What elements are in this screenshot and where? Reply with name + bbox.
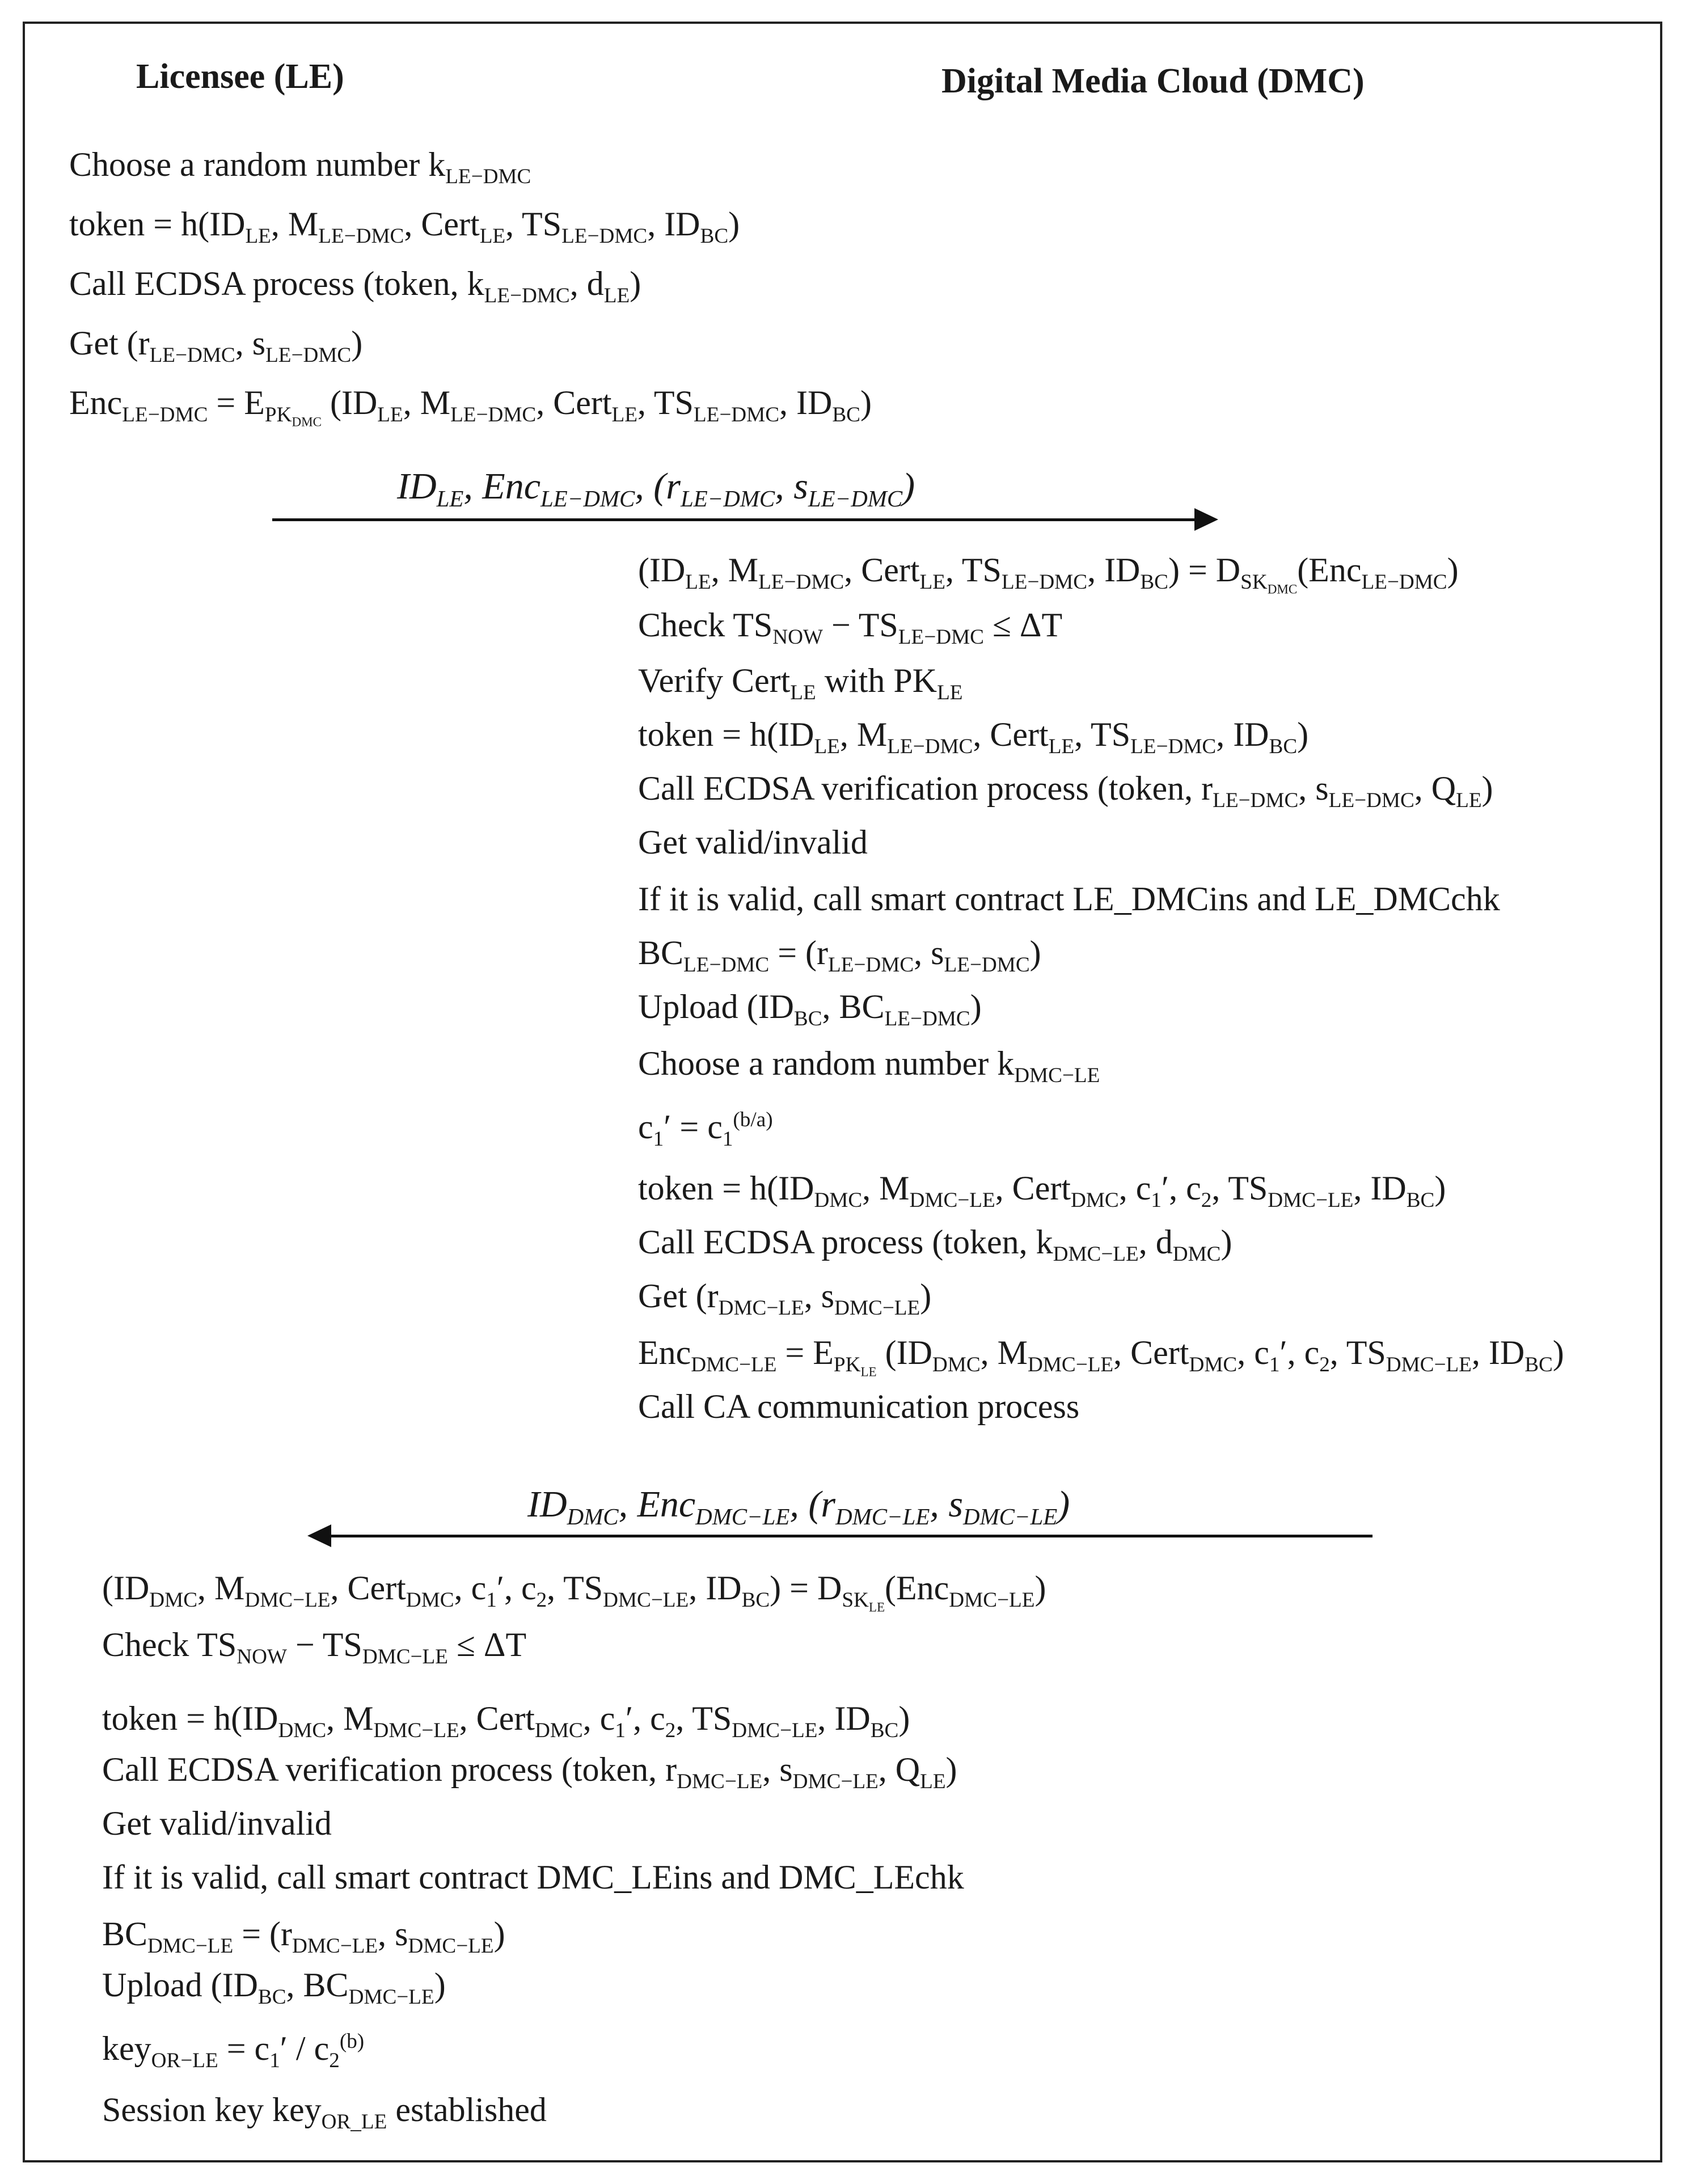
- dmc-steps-line: Upload ($ID_{BC}$, $BC_{LE-DMC}$): [638, 988, 982, 1030]
- le-steps-1-line: Choose a random number $k_{LE-DMC}$: [69, 146, 531, 188]
- dmc-steps-line: $c_1' = c_1^{(b/a)}$: [638, 1108, 773, 1151]
- le-steps-2-line: ($ID_{DMC}$, $M_{DMC-LE}$, Cert$_{DMC}$, $c_1'$, $c_2$, $TS_{DMC-LE}$, $ID_{BC}) = D_{SK_{LE}}(Enc_{DMC-LE})$: [102, 1569, 1046, 1615]
- dmc-steps-line: Verify Cert$_{LE}$ with $PK_{LE}$: [638, 662, 963, 704]
- party-dmc: Digital Media Cloud (DMC): [941, 62, 1365, 100]
- le-steps-2-line: $key_{OR-LE} = c_1' / c_2^{(b)}$: [102, 2030, 365, 2072]
- dmc-steps-line: Call ECDSA verification process (token, $r_{LE-DMC}$, $s_{LE-DMC}$, $Q_{LE}$): [638, 770, 1493, 812]
- le-steps-1-line: token = $h(ID_{LE}$, $M_{LE-DMC}$, Cert$_{LE}$, $TS_{LE-DMC}$, $ID_{BC}$): [69, 205, 740, 248]
- dmc-steps-line: Get ($r_{DMC-LE}$, $s_{DMC-LE}$): [638, 1277, 932, 1320]
- dmc-steps-line: Get valid/invalid: [638, 823, 868, 861]
- le-steps-2-line: Upload ($ID_{BC}$, $BC_{DMC-LE}$): [102, 1966, 446, 2009]
- dmc-steps-line: token = $h(ID_{DMC}$, $M_{DMC-LE}$, Cert$_{DMC}$, $c_1'$, $c_2$, $TS_{DMC-LE}$, $ID_{BC}$): [638, 1169, 1446, 1212]
- le-steps-2-line: Get valid/invalid: [102, 1805, 332, 1842]
- arrow-dmc-to-le: [329, 1535, 1373, 1537]
- dmc-steps-line: If it is valid, call smart contract LE_DMCins and LE_DMCchk: [638, 880, 1500, 918]
- dmc-steps-line: Call CA communication process: [638, 1388, 1080, 1425]
- dmc-steps-line: $Enc_{DMC-LE} = E_{PK_{LE}}$ ($ID_{DMC}$, $M_{DMC-LE}$, Cert$_{DMC}$, $c_1'$, $c_2$, $TS_{DMC-LE}$, $ID_{BC}$): [638, 1334, 1564, 1379]
- le-steps-2-line: Check $TS_{NOW} - TS_{DMC-LE} \le \Delta T$: [102, 1626, 527, 1668]
- message-dmc-to-le: $ID_{DMC}$, Enc$_{DMC-LE}$, ($r_{DMC-LE}$, $s_{DMC-LE}$): [527, 1484, 1070, 1530]
- le-steps-2-line: Session key key$_{OR\_LE}$ established: [102, 2091, 547, 2134]
- le-steps-2-line: token = $h(ID_{DMC}$, $M_{DMC-LE}$, Cert$_{DMC}$, $c_1'$, $c_2$, $TS_{DMC-LE}$, $ID_{BC}$): [102, 1700, 910, 1742]
- le-steps-2-line: $BC_{DMC-LE} = (r_{DMC-LE}$, $s_{DMC-LE}$): [102, 1915, 505, 1958]
- dmc-steps-line: token = $h(ID_{LE}$, $M_{LE-DMC}$, Cert$_{LE}$, $TS_{LE-DMC}$, $ID_{BC}$): [638, 716, 1309, 758]
- le-steps-1-line: $Enc_{LE-DMC} = E_{PK_{DMC}}$ ($ID_{LE}$, $M_{LE-DMC}$, Cert$_{LE}$, $TS_{LE-DMC}$, $ID_{BC}$): [69, 384, 872, 429]
- arrow-le-to-dmc: [272, 518, 1197, 521]
- dmc-steps-line: Choose a random number $k_{DMC-LE}$: [638, 1045, 1100, 1087]
- le-steps-1-line: Call ECDSA process (token, $k_{LE-DMC}$, $d_{LE}$): [69, 265, 641, 307]
- le-steps-1-line: Get ($r_{LE-DMC}$, $s_{LE-DMC}$): [69, 324, 363, 367]
- dmc-steps-line: ($ID_{LE}$, $M_{LE-DMC}$, Cert$_{LE}$, $TS_{LE-DMC}$, $ID_{BC}) = D_{SK_{DMC}}(Enc_{LE-DMC})$: [638, 551, 1459, 597]
- message-le-to-dmc: $ID_{LE}$, Enc$_{LE-DMC}$, ($r_{LE-DMC}$, $s_{LE-DMC}$): [397, 466, 915, 512]
- le-steps-2-line: If it is valid, call smart contract DMC_LEins and DMC_LEchk: [102, 1858, 964, 1896]
- dmc-steps-line: $BC_{LE-DMC} = (r_{LE-DMC}$, $s_{LE-DMC}$): [638, 934, 1041, 977]
- dmc-steps-line: Call ECDSA process (token, $k_{DMC-LE}$, $d_{DMC}$): [638, 1223, 1232, 1266]
- dmc-steps-line: Check $TS_{NOW} - TS_{LE-DMC} \le \Delta T$: [638, 606, 1063, 649]
- party-licensee: Licensee (LE): [136, 57, 344, 96]
- le-steps-2-line: Call ECDSA verification process (token, $r_{DMC-LE}$, $s_{DMC-LE}$, $Q_{LE}$): [102, 1751, 957, 1793]
